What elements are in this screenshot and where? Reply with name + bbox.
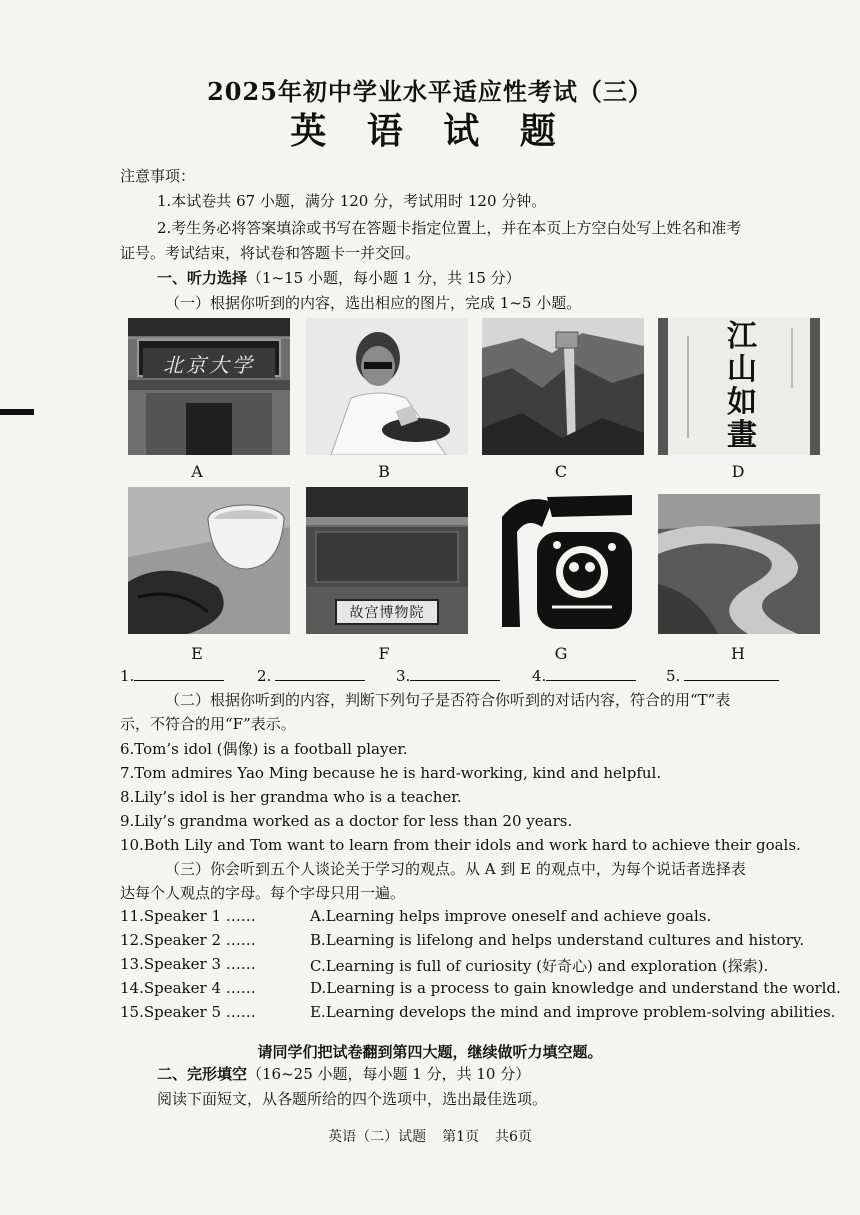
turn-page-note: 请同学们把试卷翻到第四大题，继续做听力填空题。 bbox=[257, 1043, 603, 1061]
palace-museum-image bbox=[306, 487, 468, 634]
notice-heading: 注意事项： bbox=[120, 167, 196, 185]
blank-number-2: 2. bbox=[257, 667, 272, 685]
speaker-5: 15.Speaker 5 …… bbox=[120, 1003, 256, 1021]
notice-item-2a: 2.考生务必将答案填涂或书写在答题卡指定位置上，并在本页上方空白处写上姓名和准考 bbox=[157, 219, 742, 237]
answer-blank-2[interactable] bbox=[257, 666, 365, 686]
picture-label-e: E bbox=[191, 644, 203, 663]
blank-line-4[interactable] bbox=[546, 666, 636, 681]
tea-image bbox=[128, 487, 290, 634]
calligraphy-image bbox=[658, 318, 820, 455]
footer-subject: 英语（二）试题 bbox=[328, 1129, 427, 1145]
picture-label-c: C bbox=[554, 462, 568, 481]
blank-number-5: 5. bbox=[666, 667, 681, 685]
paper-cut-drawing bbox=[482, 487, 644, 634]
blank-line-2[interactable] bbox=[275, 666, 365, 681]
blank-number-3: 3. bbox=[396, 667, 411, 685]
university-sign-text: 北京大学 bbox=[163, 353, 255, 377]
blank-number-4: 4. bbox=[532, 667, 547, 685]
speaker-4: 14.Speaker 4 …… bbox=[120, 979, 256, 997]
calligraphy-char-1: 江 bbox=[727, 319, 757, 354]
blank-line-1[interactable] bbox=[134, 666, 224, 681]
part1-instruction: （一）根据你听到的内容，选出相应的图片，完成 1~5 小题。 bbox=[165, 294, 582, 312]
answer-blank-4[interactable] bbox=[532, 666, 636, 686]
great-wall-drawing bbox=[482, 318, 644, 455]
river-drawing bbox=[658, 494, 820, 634]
subject-title: 英 语 试 题 bbox=[290, 110, 570, 152]
exam-title: 2025年初中学业水平适应性考试（三） bbox=[207, 77, 653, 106]
blank-line-3[interactable] bbox=[410, 666, 500, 681]
picture-label-g: G bbox=[554, 644, 568, 663]
speaker-1: 11.Speaker 1 …… bbox=[120, 907, 256, 925]
university-gate-image bbox=[128, 318, 290, 455]
section2-heading: 二、完形填空 bbox=[157, 1065, 248, 1083]
picture-label-a: A bbox=[191, 462, 203, 481]
footer-total: 共6页 bbox=[495, 1129, 532, 1145]
notice-item-1: 1.本试卷共 67 小题，满分 120 分，考试用时 120 分钟。 bbox=[157, 192, 547, 210]
picture-label-d: D bbox=[731, 462, 745, 481]
option-d: D.Learning is a process to gain knowledge and understand the world. bbox=[310, 979, 841, 997]
option-c: C.Learning is full of curiosity (好奇心) and exploration (探索). bbox=[310, 957, 769, 975]
section1-heading-note: （1~15 小题，每小题 1 分，共 15 分） bbox=[247, 269, 521, 287]
answer-blank-1[interactable] bbox=[120, 666, 224, 686]
section1-heading: 一、听力选择 bbox=[157, 269, 248, 287]
scientist-drawing bbox=[306, 318, 468, 455]
option-a: A.Learning helps improve oneself and achieve goals. bbox=[310, 907, 712, 925]
section1-heading-line bbox=[157, 268, 521, 288]
option-b: B.Learning is lifelong and helps understand cultures and history. bbox=[310, 931, 805, 949]
option-e: E.Learning develops the mind and improve problem-solving abilities. bbox=[310, 1003, 836, 1021]
speaker-2: 12.Speaker 2 …… bbox=[120, 931, 256, 949]
scientist-image bbox=[306, 318, 468, 455]
answer-blank-3[interactable] bbox=[396, 666, 500, 686]
calligraphy-char-2: 山 bbox=[727, 352, 757, 387]
part3-instruction-b: 达每个人观点的字母。每个字母只用一遍。 bbox=[120, 884, 406, 902]
speaker-3: 13.Speaker 3 …… bbox=[120, 955, 256, 973]
footer-page: 第1页 bbox=[442, 1129, 479, 1145]
great-wall-image bbox=[482, 318, 644, 455]
calligraphy-char-3: 如 bbox=[727, 385, 757, 420]
statement-9: 9.Lily’s grandma worked as a doctor for less than 20 years. bbox=[120, 812, 573, 830]
university-gate-drawing bbox=[128, 318, 290, 455]
blank-number-1: 1. bbox=[120, 667, 135, 685]
page-footer bbox=[0, 1126, 860, 1146]
palace-sign-text: 故宫博物院 bbox=[349, 605, 425, 621]
picture-label-f: F bbox=[378, 644, 390, 663]
tea-drawing bbox=[128, 487, 290, 634]
margin-mark bbox=[0, 409, 34, 415]
statement-6: 6.Tom’s idol (偶像) is a football player. bbox=[120, 740, 408, 758]
picture-label-h: H bbox=[731, 644, 745, 663]
paper-cut-image bbox=[482, 487, 644, 634]
part2-instruction-a: （二）根据你听到的内容，判断下列句子是否符合你听到的对话内容，符合的用“T”表 bbox=[165, 691, 731, 709]
river-image bbox=[658, 494, 820, 634]
section2-heading-line bbox=[157, 1064, 530, 1084]
calligraphy-char-4: 畫 bbox=[727, 418, 757, 453]
notice-item-2b: 证号。考试结束，将试卷和答题卡一并交回。 bbox=[120, 244, 421, 262]
answer-blank-5[interactable] bbox=[666, 666, 779, 686]
statement-8: 8.Lily’s idol is her grandma who is a teacher. bbox=[120, 788, 462, 806]
statement-10: 10.Both Lily and Tom want to learn from their idols and work hard to achieve their goals. bbox=[120, 836, 801, 854]
blank-line-5[interactable] bbox=[684, 666, 779, 681]
picture-label-b: B bbox=[378, 462, 390, 481]
statement-7: 7.Tom admires Yao Ming because he is hard-working, kind and helpful. bbox=[120, 764, 662, 782]
section2-instruction: 阅读下面短文，从各题所给的四个选项中，选出最佳选项。 bbox=[157, 1090, 548, 1108]
section2-heading-note: （16~25 小题，每小题 1 分，共 10 分） bbox=[247, 1065, 531, 1083]
part3-instruction-a: （三）你会听到五个人谈论关于学习的观点。从 A 到 E 的观点中，为每个说话者选择表 bbox=[165, 860, 746, 878]
calligraphy-characters bbox=[722, 320, 762, 452]
part2-instruction-b: 示，不符合的用“F”表示。 bbox=[120, 715, 296, 733]
